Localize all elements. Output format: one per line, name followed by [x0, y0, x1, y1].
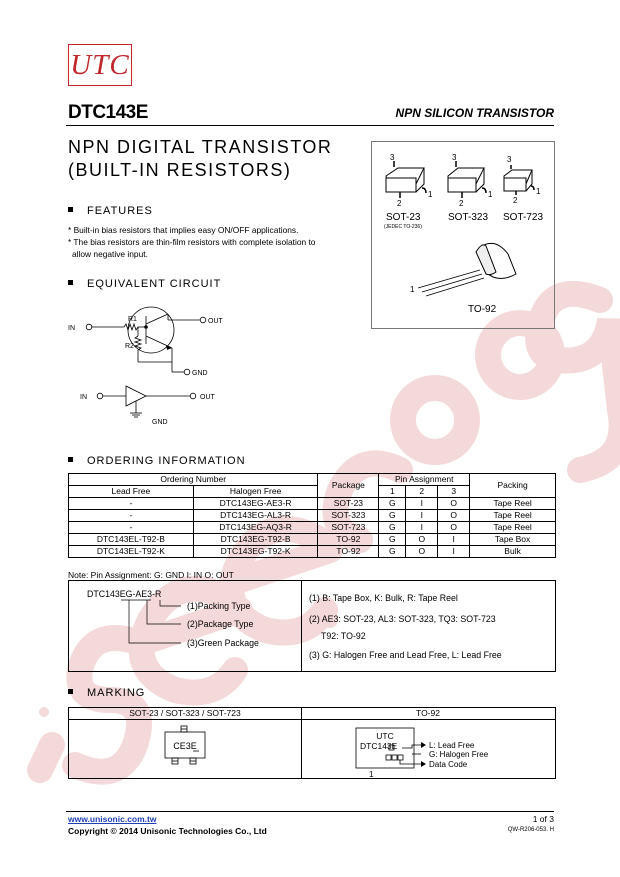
- legend-label-3: (3)Green Package: [187, 638, 259, 648]
- cell: -: [69, 498, 194, 510]
- cell: I: [406, 522, 438, 534]
- cell: SOT-23: [318, 498, 379, 510]
- table-header-row: [69, 474, 556, 486]
- cell: TO-92: [318, 546, 379, 558]
- features-list: [68, 224, 368, 260]
- cell: O: [406, 546, 438, 558]
- legend-desc-3: T92: TO-92: [321, 631, 366, 641]
- sot323-pin3: 3: [452, 153, 457, 162]
- cell: TO-92: [318, 534, 379, 546]
- to92-mark-pin1: 1: [369, 770, 374, 778]
- cell: Tape Reel: [470, 510, 556, 522]
- cell: DTC143EL-T92-B: [69, 534, 194, 546]
- marking-col-to92: TO-92: [416, 708, 440, 718]
- features-heading: FEATURES: [68, 205, 153, 217]
- circuit-gnd-label: GND: [192, 370, 208, 377]
- col-lead-free: Lead Free: [69, 486, 194, 498]
- col-package: Package: [318, 474, 379, 498]
- legend-label-1: (1)Packing Type: [187, 601, 251, 611]
- circuit-in-label: IN: [68, 325, 75, 332]
- marking-heading: MARKING: [68, 687, 145, 699]
- table-row: [69, 534, 556, 546]
- package-outline-box: [371, 141, 555, 329]
- sot23-sublabel: (JEDEC TO-236): [384, 224, 422, 230]
- copyright: Copyright © 2014 Unisonic Technologies Co., Ltd: [68, 826, 267, 836]
- to92-label: TO-92: [468, 304, 497, 315]
- utc-logo: [68, 44, 132, 86]
- cell: SOT-323: [318, 510, 379, 522]
- cell: I: [406, 498, 438, 510]
- cell: SOT-723: [318, 522, 379, 534]
- cell: Tape Reel: [470, 522, 556, 534]
- marking-col-smd: SOT-23 / SOT-323 / SOT-723: [129, 708, 241, 718]
- title-line-2: (BUILT-IN RESISTORS): [68, 160, 292, 180]
- cell: Bulk: [470, 546, 556, 558]
- col-pin-1: 1: [379, 486, 406, 498]
- logo-text: UTC: [70, 48, 130, 81]
- cell: G: [379, 522, 406, 534]
- ordering-table: [68, 473, 556, 558]
- sot723-pin1: 1: [536, 187, 541, 196]
- col-pin-assignment: Pin Assignment: [379, 474, 470, 486]
- col-pin-3: 3: [438, 486, 470, 498]
- to92-mark-line2: DTC143E: [360, 741, 398, 751]
- part-number: DTC143E: [68, 102, 148, 123]
- cell: DTC143EG-T92-B: [193, 534, 318, 546]
- sot23-pin1: 1: [428, 190, 433, 199]
- pin-assignment-note: Note: Pin Assignment: G: GND I: IN O: OUT: [68, 570, 234, 580]
- sot23-pin3: 3: [390, 153, 395, 162]
- lead-free-label: L: Lead Free: [429, 741, 475, 750]
- cell: DTC143EL-T92-K: [69, 546, 194, 558]
- cell: G: [379, 510, 406, 522]
- feature-item: * Built-in bias resistors that implies easy ON/OFF applications.: [68, 225, 299, 235]
- header-divider: [66, 125, 554, 126]
- package-drawings: [372, 142, 556, 330]
- to92-pin1: 1: [410, 285, 415, 294]
- sot723-pin2: 2: [513, 196, 518, 205]
- legend-divider: [301, 581, 302, 671]
- halogen-free-label: G: Halogen Free: [429, 750, 489, 759]
- sot323-pin1: 1: [488, 190, 493, 199]
- feature-item: * The bias resistors are thin-film resistors with complete isolation to: [68, 237, 316, 247]
- cell: O: [438, 498, 470, 510]
- equivalent-circuit-diagram: [68, 300, 268, 430]
- footer-divider: [66, 811, 554, 812]
- legend-desc-4: (3) G: Halogen Free and Lead Free, L: Lead Free: [309, 650, 502, 660]
- circuit-out-label: OUT: [208, 318, 223, 325]
- ordering-code-legend: [68, 580, 556, 672]
- cell: G: [379, 534, 406, 546]
- marking-drawings: [69, 720, 555, 778]
- cell: -: [69, 522, 194, 534]
- col-packing: Packing: [470, 474, 556, 498]
- equivalent-circuit-heading: EQUIVALENT CIRCUIT: [68, 278, 221, 290]
- cell: DTC143EG-AQ3-R: [193, 522, 318, 534]
- example-code: DTC143EG-AE3-R: [87, 589, 162, 599]
- website-link[interactable]: www.unisonic.com.tw: [68, 814, 157, 824]
- symbol-gnd-label: GND: [152, 419, 168, 426]
- table-row: [69, 522, 556, 534]
- code-breakdown-diagram: [69, 581, 301, 671]
- sot23-label: SOT-23: [386, 212, 421, 223]
- to92-mark-line1: UTC: [376, 731, 394, 741]
- cell: G: [379, 546, 406, 558]
- cell: I: [406, 510, 438, 522]
- r2-label: R2: [125, 343, 134, 350]
- sot723-pin3: 3: [507, 155, 512, 164]
- table-row: [69, 498, 556, 510]
- col-ordering-number: Ordering Number: [69, 474, 318, 486]
- legend-label-2: (2)Package Type: [187, 619, 254, 629]
- col-halogen-free: Halogen Free: [193, 486, 318, 498]
- cell: -: [69, 510, 194, 522]
- sot23-pin2: 2: [397, 199, 402, 208]
- cell: Tape Reel: [470, 498, 556, 510]
- page-title: [68, 136, 332, 182]
- page-number: 1 of 3: [532, 814, 554, 824]
- cell: O: [438, 522, 470, 534]
- title-line-1: NPN DIGITAL TRANSISTOR: [68, 137, 333, 157]
- sot723-label: SOT-723: [503, 212, 544, 223]
- ordering-heading: ORDERING INFORMATION: [68, 455, 246, 467]
- table-row: [69, 510, 556, 522]
- col-pin-2: 2: [406, 486, 438, 498]
- r1-label: R1: [128, 316, 137, 323]
- cell: I: [438, 546, 470, 558]
- cell: G: [379, 498, 406, 510]
- cell: DTC143EG-AE3-R: [193, 498, 318, 510]
- smd-marking-text: CE3E: [173, 741, 197, 751]
- symbol-out-label: OUT: [200, 394, 215, 401]
- table-row: [69, 546, 556, 558]
- cell: Tape Box: [470, 534, 556, 546]
- data-code-label: Data Code: [429, 760, 468, 769]
- cell: O: [406, 534, 438, 546]
- cell: DTC143EG-T92-K: [193, 546, 318, 558]
- cell: O: [438, 510, 470, 522]
- symbol-in-label: IN: [80, 394, 87, 401]
- cell: I: [438, 534, 470, 546]
- legend-desc-1: (1) B: Tape Box, K: Bulk, R: Tape Reel: [309, 593, 458, 603]
- device-type: NPN SILICON TRANSISTOR: [395, 106, 554, 120]
- sot323-pin2: 2: [459, 199, 464, 208]
- feature-item: allow negative input.: [72, 249, 148, 259]
- sot323-label: SOT-323: [448, 212, 489, 223]
- document-number: QW-R206-053. H: [507, 827, 554, 833]
- cell: DTC143EG-AL3-R: [193, 510, 318, 522]
- marking-table: [68, 707, 556, 779]
- legend-desc-2: (2) AE3: SOT-23, AL3: SOT-323, TQ3: SOT-723: [309, 614, 496, 624]
